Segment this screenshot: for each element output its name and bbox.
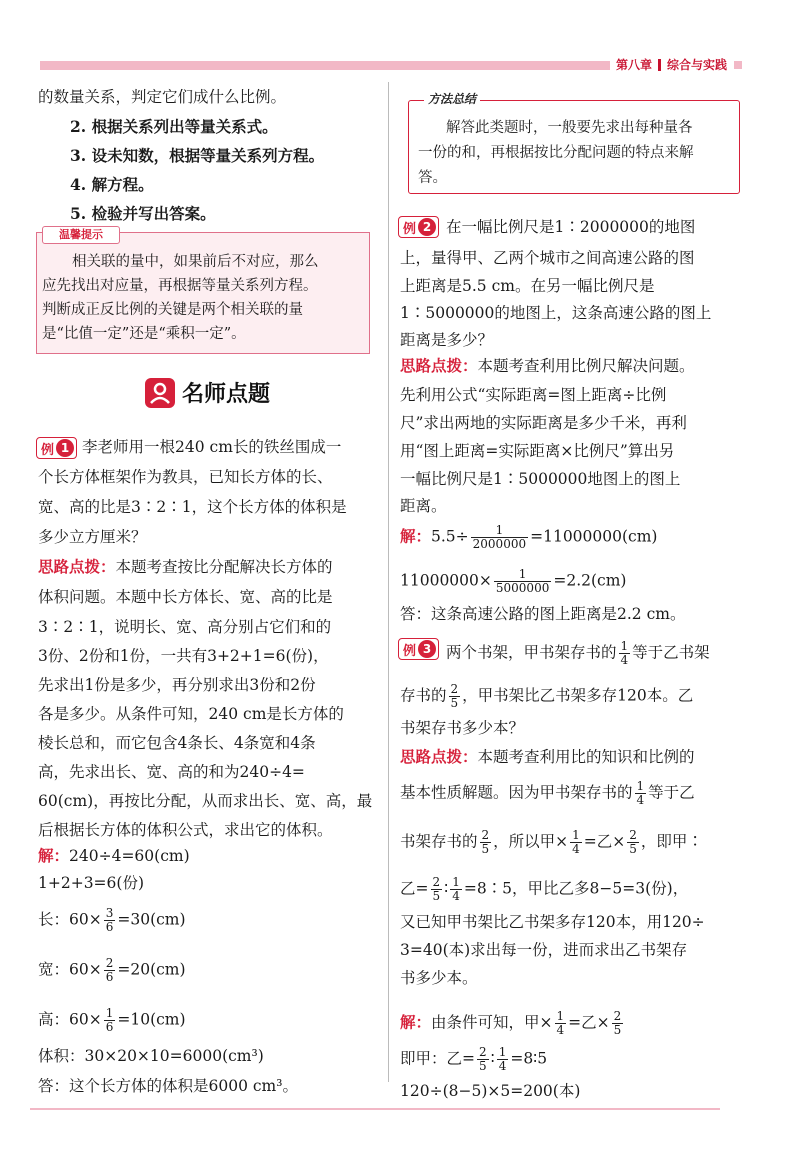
ex2-line: 距离是多少？	[400, 331, 494, 349]
hint-line: 本题考查利用比例尺解决问题。	[477, 357, 695, 375]
denominator: 5	[450, 696, 459, 710]
denominator: 4	[452, 889, 460, 903]
hint-line: 3份、2份和1份，一共有3+2+1=6(份)，	[38, 647, 329, 665]
ex3-solution-1	[400, 1010, 625, 1037]
hint-line: 3∶2∶1，说明长、宽、高分别占它们和的	[38, 618, 332, 636]
answer-line: 答：这条高速公路的图上距离是2.2 cm。	[400, 605, 686, 623]
example-number: 1	[56, 439, 74, 457]
chapter-end-mark	[734, 61, 742, 69]
numerator: 2	[105, 956, 114, 970]
example-1-badge	[36, 437, 77, 459]
section-label: 综合与实践	[667, 58, 728, 72]
section-title: 名师点题	[182, 382, 271, 407]
hint-line: 棱长总和，而它包含4条长、4条宽和4条	[38, 734, 316, 752]
hint-label: 思路点拨：	[400, 748, 478, 766]
chapter-label: 第八章	[616, 58, 653, 72]
example-3-badge	[398, 638, 439, 660]
text: =乙×	[568, 1013, 610, 1032]
numerator: 3	[105, 906, 114, 920]
ex2-line: 在一幅比例尺是1∶2000000的地图	[446, 218, 696, 236]
text: 等于乙书架	[632, 643, 710, 662]
length-formula	[38, 907, 186, 934]
tip-label: 温馨提示	[42, 226, 120, 244]
step-5: 5. 检验并写出答案。	[70, 204, 216, 223]
fraction	[480, 829, 492, 856]
hint-line: 距离。	[400, 497, 447, 515]
text: =8∶5，甲比乙多8−5=3(份)，	[463, 879, 689, 898]
fraction	[431, 876, 443, 903]
fraction	[449, 683, 461, 710]
formula-text: =11000000(cm)	[530, 527, 658, 546]
tip-line: 应先找出对应量，再根据等量关系列方程。	[42, 278, 318, 294]
formula-text: 长：60×	[38, 910, 102, 929]
numerator: 2	[613, 1009, 622, 1023]
denominator: 4	[498, 1059, 507, 1073]
hint-line: 高，先求出长、宽、高的和为240÷4=	[38, 763, 305, 781]
solution-line: 1+2+3=6(份)	[38, 874, 145, 892]
hint-line: 一幅比例尺是1∶5000000地图上的图上	[400, 470, 681, 488]
denominator: 5	[481, 842, 490, 856]
hint-line: 体积问题。本题中长方体长、宽、高的比是	[38, 588, 333, 606]
fraction	[471, 524, 528, 551]
fraction	[104, 907, 116, 934]
ex2-line: 上，量得甲、乙两个城市之间高速公路的图	[400, 249, 695, 267]
ex3-line-1	[446, 640, 710, 667]
numerator: 1	[620, 639, 629, 653]
hint-line: 本题考查按比分配解决长方体的	[115, 558, 333, 576]
hint-line: 本题考查利用比的知识和比例的	[477, 748, 695, 766]
text: ∶	[444, 879, 449, 898]
solution-label: 解：	[38, 847, 70, 865]
footer-line	[30, 1108, 720, 1110]
hint-line: 先利用公式“实际距离=图上距离÷比例	[400, 386, 667, 404]
formula-text: =20(cm)	[117, 960, 186, 979]
numerator: 1	[471, 524, 528, 538]
answer-line: 答：这个长方体的体积是6000 cm³。	[38, 1077, 298, 1095]
numerator: 2	[432, 875, 441, 889]
method-line: 解答此类题时，一般要先求出每种量各	[446, 120, 693, 136]
step-4: 4. 解方程。	[70, 175, 154, 194]
ex3-solution-2	[400, 1046, 547, 1073]
method-line: 答。	[418, 170, 447, 186]
chapter-header	[616, 56, 742, 73]
text: =乙×	[583, 832, 626, 851]
text: ∶	[490, 1049, 495, 1068]
volume-line: 体积：30×20×10=6000(cm³)	[38, 1047, 264, 1065]
height-formula	[38, 1007, 186, 1034]
text: 书架存书的	[400, 832, 478, 851]
text: ，甲书架比乙书架多存120本。乙	[462, 686, 694, 705]
fraction	[104, 957, 116, 984]
column-divider	[388, 82, 389, 1082]
ex3-line-2	[400, 683, 693, 710]
hint-line: 用“图上距离=实际距离×比例尺”算出另	[400, 442, 675, 460]
text: 两个书架，甲书架存书的	[446, 643, 617, 662]
text: 乙=	[400, 879, 429, 898]
fraction	[619, 640, 631, 667]
denominator: 5	[479, 1059, 487, 1073]
text: 基本性质解题。因为甲书架存书的	[400, 783, 633, 802]
hint-line: 3=40(本)求出每一份，进而求出乙书架存	[400, 941, 688, 959]
fraction	[104, 1007, 116, 1034]
width-formula	[38, 957, 186, 984]
numerator: 1	[556, 1009, 565, 1023]
numerator: 2	[450, 682, 459, 696]
fraction	[450, 876, 462, 903]
fraction	[612, 1010, 624, 1037]
formula-text: 高：60×	[38, 1010, 102, 1029]
fraction	[477, 1046, 489, 1073]
ex1-line: 个长方体框架作为教具，已知长方体的长、	[38, 468, 333, 486]
formula-text: =10(cm)	[117, 1010, 186, 1029]
text: 由条件可知，甲×	[431, 1013, 553, 1032]
ex3-line-3: 书架存书多少本？	[400, 719, 525, 737]
hint-line: 先求出1份是多少，再分别求出3份和2份	[38, 676, 316, 694]
fraction	[497, 1046, 509, 1073]
denominator: 5	[613, 1023, 622, 1037]
ex3-hint-2	[400, 780, 695, 807]
hint-label: 思路点拨：	[400, 357, 478, 375]
header-bar	[40, 61, 610, 70]
denominator: 4	[572, 842, 580, 856]
denominator: 2000000	[472, 537, 527, 551]
tip-line: 相关联的量中，如果前后不对应，那么	[72, 254, 319, 270]
denominator: 5	[432, 889, 441, 903]
fraction	[627, 829, 639, 856]
denominator: 6	[105, 1020, 114, 1034]
hint-line: 书多少本。	[400, 969, 478, 987]
fraction	[555, 1010, 567, 1037]
tip-line: 判断成正反比例的关键是两个相关联的量	[42, 302, 303, 318]
text: ，所以甲×	[493, 832, 569, 851]
ex2-line: 1∶5000000的地图上，这条高速公路的图上	[400, 304, 712, 322]
example-label: 例	[41, 442, 55, 458]
ex2-solution-1	[400, 524, 657, 551]
example-label: 例	[403, 221, 417, 237]
step-2: 2. 根据关系列出等量关系式。	[70, 117, 278, 136]
numerator: 2	[479, 1045, 487, 1059]
denominator: 4	[620, 653, 629, 667]
solution-label: 解：	[400, 1013, 432, 1032]
chapter-divider	[658, 59, 661, 71]
ex3-hint-4	[400, 876, 688, 903]
formula-text: 宽：60×	[38, 960, 102, 979]
teacher-icon	[145, 378, 175, 408]
text: ，即甲∶	[640, 832, 703, 851]
text: 即甲：乙=	[400, 1049, 475, 1068]
ex1-line: 宽、高的比是3∶2∶1，这个长方体的体积是	[38, 498, 347, 516]
text: 等于乙	[648, 783, 695, 802]
ex1-line: 多少立方厘米？	[38, 528, 147, 546]
denominator: 5000000	[495, 581, 550, 595]
numerator: 1	[494, 568, 551, 582]
formula-text: =30(cm)	[117, 910, 186, 929]
method-line: 一份的和，再根据按比分配问题的特点来解	[418, 145, 694, 161]
ex3-solution-3: 120÷(8−5)×5=200(本)	[400, 1082, 581, 1100]
ex1-line: 李老师用一根240 cm长的铁丝围成一	[82, 438, 342, 456]
method-label: 方法总结	[424, 90, 480, 107]
numerator: 1	[636, 779, 645, 793]
numerator: 1	[498, 1045, 507, 1059]
fraction	[570, 829, 582, 856]
hint-label: 思路点拨：	[38, 558, 116, 576]
solution-line: 240÷4=60(cm)	[69, 847, 190, 865]
denominator: 6	[105, 920, 114, 934]
example-label: 例	[403, 643, 417, 659]
tip-line: 是“比值一定”还是“乘积一定”。	[42, 326, 246, 342]
numerator: 1	[452, 875, 460, 889]
formula-text: =2.2(cm)	[553, 571, 627, 590]
text: =8∶5	[510, 1049, 548, 1068]
fraction	[635, 780, 647, 807]
fraction	[494, 568, 551, 595]
denominator: 5	[629, 842, 637, 856]
text: 存书的	[400, 686, 447, 705]
denominator: 4	[556, 1023, 565, 1037]
left-text-line: 的数量关系，判定它们成什么比例。	[38, 88, 287, 106]
ex2-solution-2	[400, 568, 626, 595]
hint-line: 60(cm)，再按比分配，从而求出长、宽、高，最	[38, 792, 373, 810]
hint-line: 又已知甲书架比乙书架多存120本，用120÷	[400, 913, 705, 931]
hint-line: 后根据长方体的体积公式，求出它的体积。	[38, 821, 333, 839]
ex3-hint-3	[400, 829, 703, 856]
denominator: 6	[105, 970, 114, 984]
formula-text: 5.5÷	[431, 527, 469, 546]
numerator: 1	[572, 828, 580, 842]
denominator: 4	[636, 793, 645, 807]
ex2-line: 上距离是5.5 cm。在另一幅比例尺是	[400, 277, 655, 295]
numerator: 2	[629, 828, 637, 842]
numerator: 2	[481, 828, 490, 842]
example-number: 3	[418, 640, 436, 658]
solution-label: 解：	[400, 527, 432, 546]
formula-text: 11000000×	[400, 571, 492, 590]
step-3: 3. 设未知数，根据等量关系列方程。	[70, 146, 325, 165]
example-2-badge	[398, 216, 439, 238]
numerator: 1	[105, 1006, 114, 1020]
hint-line: 尺”求出两地的实际距离是多少千米，再利	[400, 414, 687, 432]
example-number: 2	[418, 218, 436, 236]
hint-line: 各是多少。从条件可知，240 cm是长方体的	[38, 705, 344, 723]
